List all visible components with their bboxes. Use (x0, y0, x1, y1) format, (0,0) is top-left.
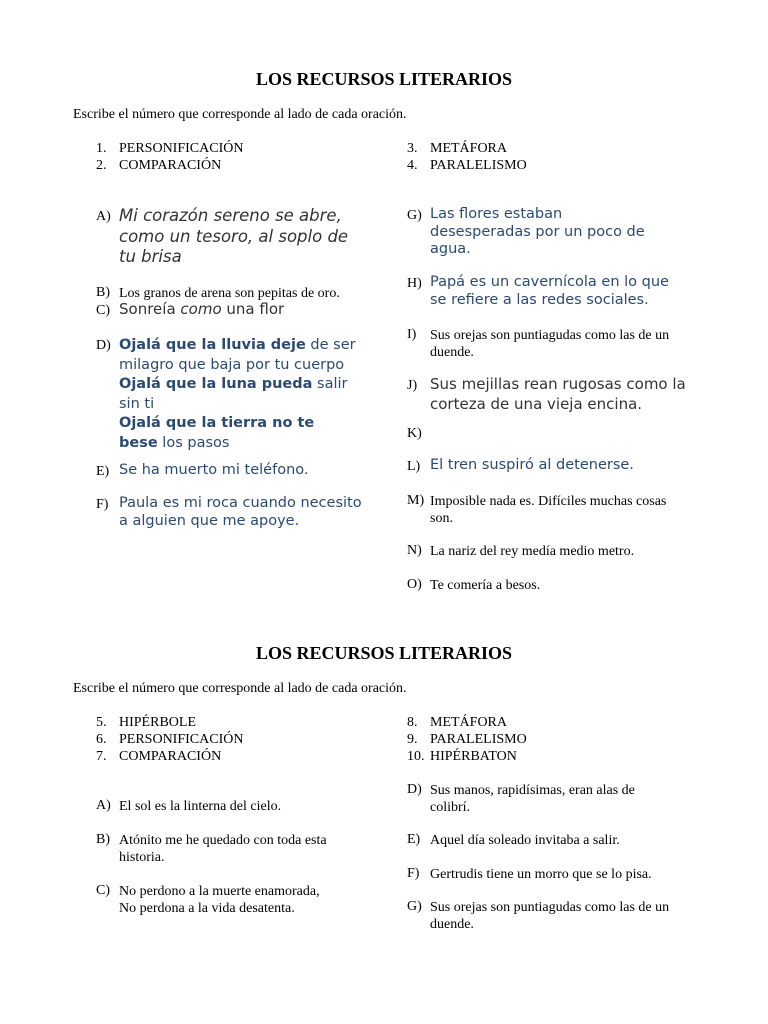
category-label: PERSONIFICACIÓN (119, 141, 244, 156)
section2-instruction: Escribe el número que corresponde al lado de cada oración. (73, 681, 407, 696)
item-line: Las flores estaban (430, 206, 563, 222)
item-text: Los granos de arena son pepitas de oro. (119, 286, 340, 301)
category-number: 1. (96, 141, 107, 156)
category-label: METÁFORA (430, 715, 508, 730)
item-marker: E) (407, 832, 421, 847)
category-number: 2. (96, 158, 107, 173)
item-line: Paula es mi roca cuando necesito (119, 495, 362, 511)
item-text-bold: Ojalá que la luna pueda (119, 376, 313, 393)
item-text-bold: bese (119, 434, 158, 451)
item-marker: M) (407, 493, 425, 508)
item-text (119, 206, 399, 268)
item-line: sin ti (119, 395, 155, 412)
item-text: Se ha muerto mi teléfono. (119, 462, 309, 478)
item-marker: N) (407, 543, 422, 558)
item-marker: C) (96, 303, 110, 318)
item-line (119, 434, 389, 454)
item-marker: J) (407, 378, 418, 393)
section1-instruction: Escribe el número que corresponde al lado de cada oración. (73, 107, 407, 122)
item-marker: F) (96, 497, 109, 512)
category-number: 4. (407, 158, 418, 173)
category-label: COMPARACIÓN (119, 158, 222, 173)
category-item (407, 748, 517, 765)
item-text (430, 493, 666, 527)
category-item (96, 157, 222, 174)
item-line: historia. (119, 850, 165, 865)
category-item (96, 748, 222, 765)
item-marker: B) (96, 832, 110, 847)
item-line: No perdona a la vida desatenta. (119, 901, 295, 916)
item-marker: A) (96, 209, 111, 224)
category-item (96, 140, 244, 157)
item-marker: L) (407, 459, 421, 474)
item-text (119, 336, 389, 454)
item-marker: B) (96, 285, 110, 300)
item-line: Sus manos, rapidísimas, eran alas de (430, 783, 635, 798)
section1-categories-right (407, 140, 527, 174)
section1-title: LOS RECURSOS LITERARIOS (255, 69, 513, 89)
category-label: PERSONIFICACIÓN (119, 732, 244, 747)
item-text-bold: Ojalá que la lluvia deje (119, 337, 306, 353)
item-text: El tren suspiró al detenerse. (430, 457, 634, 473)
section2-categories-right (407, 714, 527, 765)
item-text: Aquel día soleado invitaba a salir. (430, 833, 620, 848)
section2-categories-left (96, 714, 244, 765)
item-line: Mi corazón sereno se abre, (119, 206, 342, 225)
item-line: tu brisa (119, 247, 182, 266)
category-number: 9. (407, 732, 418, 747)
item-marker: G) (407, 899, 422, 914)
category-label: HIPÉRBOLE (119, 715, 196, 730)
category-item (407, 140, 508, 157)
item-line: son. (430, 511, 453, 526)
item-line (119, 375, 389, 395)
item-line: se refiere a las redes sociales. (430, 291, 649, 308)
item-marker: I) (407, 327, 417, 342)
item-line: a alguien que me apoye. (119, 512, 300, 529)
item-marker: A) (96, 798, 111, 813)
item-line: desesperadas por un poco de (430, 223, 645, 240)
category-number: 6. (96, 732, 107, 747)
item-text (119, 883, 320, 917)
item-line: Sus mejillas rean rugosas como la (430, 375, 686, 393)
item-line: Sus orejas son puntiagudas como las de un (430, 328, 670, 343)
item-text-part: una flor (221, 300, 285, 318)
item-text: Gertrudis tiene un morro que se lo pisa. (430, 867, 652, 882)
item-text-part: de ser (305, 337, 356, 353)
item-marker: E) (96, 464, 110, 479)
category-label: METÁFORA (430, 141, 508, 156)
item-line: No perdono a la muerte enamorada, (119, 884, 320, 899)
item-marker: H) (407, 276, 422, 291)
item-text-part: salir (312, 376, 348, 393)
item-text (430, 899, 669, 933)
item-text-part: los pasos (157, 434, 230, 451)
item-text (430, 206, 645, 259)
category-label: HIPÉRBATON (430, 749, 517, 764)
item-line: colibrí. (430, 800, 471, 815)
section2-title: LOS RECURSOS LITERARIOS (255, 643, 513, 663)
item-text (430, 274, 669, 309)
category-label: COMPARACIÓN (119, 749, 222, 764)
item-text (430, 782, 635, 816)
item-line: Imposible nada es. Difíciles muchas cosas (430, 494, 667, 509)
item-text (119, 300, 284, 318)
item-marker: O) (407, 577, 422, 592)
item-line: Sus orejas son puntiagudas como las de un (430, 900, 670, 915)
item-line: como un tesoro, al soplo de (119, 226, 349, 246)
category-item (407, 731, 527, 748)
category-item (407, 157, 527, 174)
item-text (119, 832, 327, 866)
item-text-bold: Ojalá que la tierra no te (119, 415, 315, 432)
section1-categories-left (96, 140, 244, 174)
item-line: duende. (430, 345, 474, 360)
category-label: PARALELISMO (430, 732, 527, 747)
category-number: 7. (96, 749, 107, 764)
item-text (430, 327, 669, 361)
item-text: La nariz del rey medía medio metro. (430, 544, 635, 559)
item-line: corteza de una vieja encina. (430, 394, 643, 413)
category-number: 8. (407, 715, 418, 730)
item-text (119, 495, 362, 530)
item-line (119, 336, 389, 356)
item-marker: K) (407, 426, 422, 441)
category-number: 3. (407, 141, 418, 156)
item-marker: C) (96, 883, 110, 898)
item-line: Atónito me he quedado con toda esta (119, 833, 327, 848)
item-marker: D) (96, 338, 111, 353)
category-number: 10. (407, 749, 425, 764)
item-line: duende. (430, 917, 474, 932)
category-label: PARALELISMO (430, 158, 527, 173)
item-line: milagro que baja por tu cuerpo (119, 356, 345, 373)
category-item (96, 731, 244, 748)
category-number: 5. (96, 715, 107, 730)
item-marker: G) (407, 208, 422, 223)
item-text: El sol es la linterna del cielo. (119, 799, 282, 814)
category-item (96, 714, 196, 731)
item-marker: D) (407, 782, 422, 797)
category-item (407, 714, 508, 731)
item-text-part: Sonreía (119, 300, 181, 318)
item-line (119, 414, 389, 434)
item-line: Papá es un cavernícola en lo que (430, 274, 669, 290)
item-text-emphasis: como (180, 300, 222, 318)
item-marker: F) (407, 866, 420, 881)
item-line: agua. (430, 241, 471, 257)
item-text: Te comería a besos. (430, 578, 541, 593)
item-text (430, 375, 686, 414)
